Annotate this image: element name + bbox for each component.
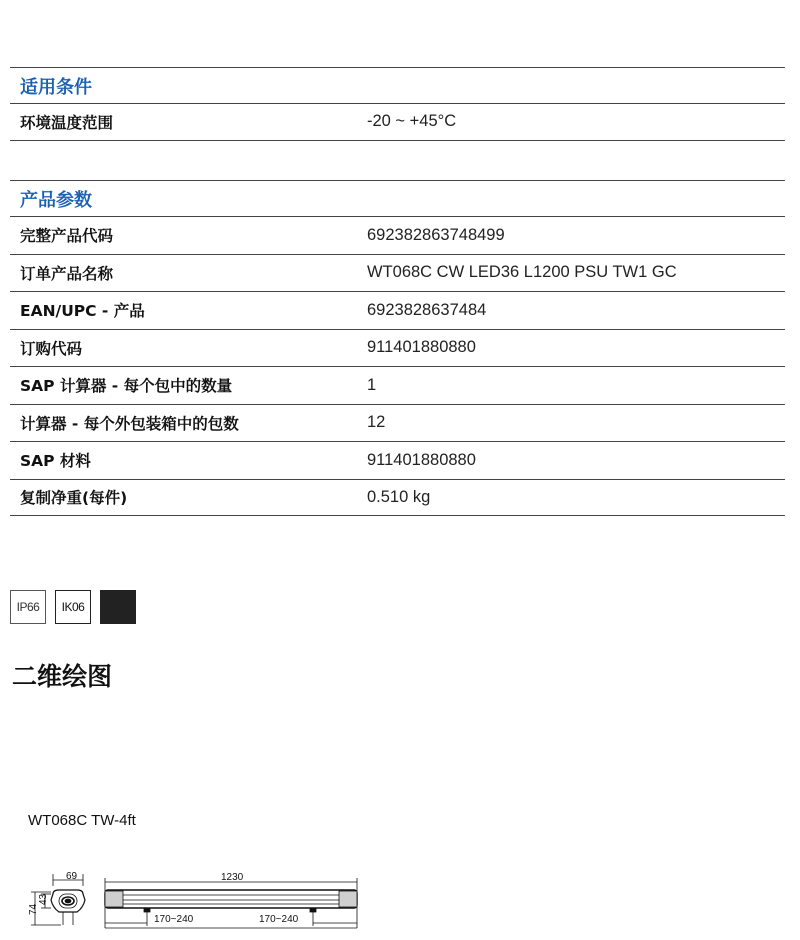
row-label: 订购代码 bbox=[20, 339, 83, 358]
row-label: 订单产品名称 bbox=[20, 264, 114, 283]
params-section bbox=[10, 180, 785, 516]
table-row bbox=[10, 479, 785, 517]
row-label: 计算器 - 每个外包装箱中的包数 bbox=[20, 414, 239, 433]
row-value: 6923828637484 bbox=[367, 300, 487, 319]
table-row bbox=[10, 404, 785, 442]
row-value: 12 bbox=[367, 413, 386, 432]
ip-rating-badge: IP66 bbox=[10, 590, 46, 624]
table-row bbox=[10, 103, 785, 141]
table-row bbox=[10, 254, 785, 292]
row-value: 692382863748499 bbox=[367, 225, 505, 244]
dim-height-outer: 74 bbox=[28, 903, 39, 915]
dim-height-inner: 43 bbox=[38, 893, 49, 905]
params-title: 产品参数 bbox=[10, 180, 785, 216]
dimension-drawing bbox=[25, 870, 365, 932]
table-row bbox=[10, 329, 785, 367]
table-row bbox=[10, 366, 785, 404]
row-value: 1 bbox=[367, 375, 377, 394]
row-value: -20 ~ +45°C bbox=[367, 112, 457, 131]
table-row bbox=[10, 291, 785, 329]
row-value: 911401880880 bbox=[367, 450, 476, 469]
dark-swatch-badge bbox=[100, 590, 136, 624]
row-label: SAP 材料 bbox=[20, 452, 91, 471]
conditions-title: 适用条件 bbox=[10, 67, 785, 103]
row-label: SAP 计算器 - 每个包中的数量 bbox=[20, 377, 233, 396]
conditions-section bbox=[10, 67, 785, 141]
ik-rating-badge: IK06 bbox=[55, 590, 91, 624]
row-label: 环境温度范围 bbox=[20, 113, 114, 132]
row-value: 911401880880 bbox=[367, 338, 476, 357]
row-value: WT068C CW LED36 L1200 PSU TW1 GC bbox=[367, 263, 677, 282]
side-view bbox=[105, 878, 357, 928]
row-label: 完整产品代码 bbox=[20, 227, 114, 246]
table-row bbox=[10, 216, 785, 254]
row-value: 0.510 kg bbox=[367, 487, 431, 506]
row-label: EAN/UPC - 产品 bbox=[20, 302, 145, 321]
dim-clip-left: 170~240 bbox=[154, 914, 194, 925]
row-label: 复制净重(每件) bbox=[20, 489, 128, 508]
table-row bbox=[10, 441, 785, 479]
model-label: WT068C TW-4ft bbox=[28, 812, 136, 829]
rating-badges bbox=[10, 590, 136, 624]
dim-clip-right: 170~240 bbox=[259, 914, 299, 925]
dim-length: 1230 bbox=[221, 872, 244, 883]
dim-width: 69 bbox=[66, 871, 78, 882]
drawing-title: 二维绘图 bbox=[12, 662, 113, 691]
